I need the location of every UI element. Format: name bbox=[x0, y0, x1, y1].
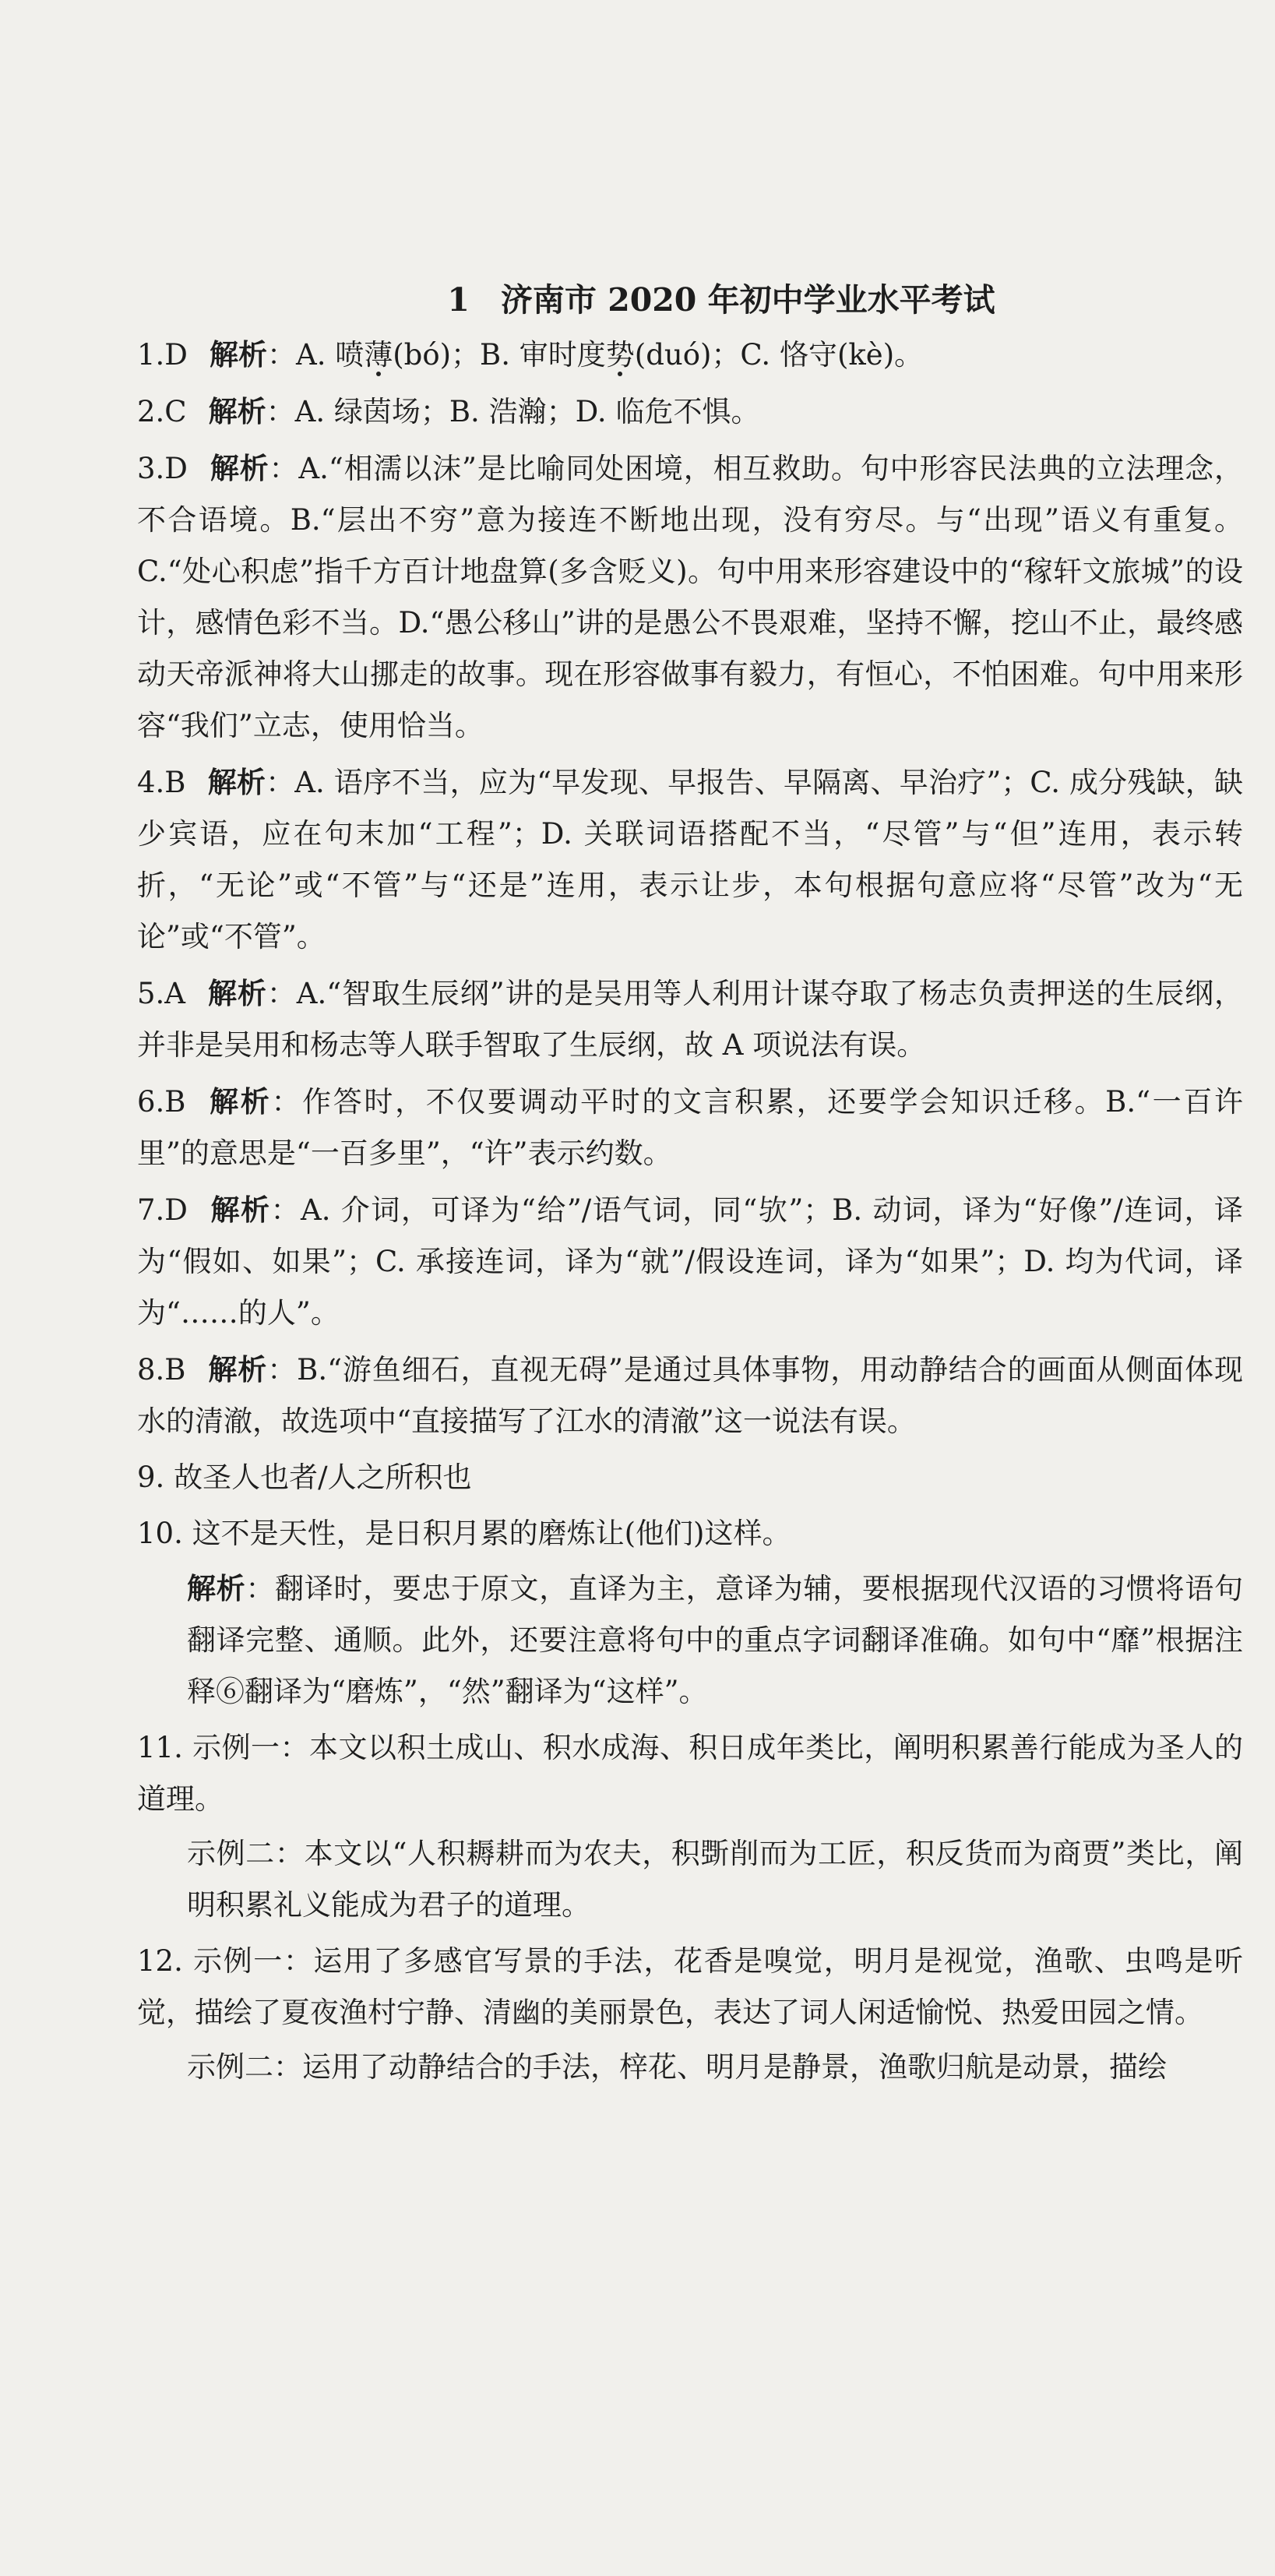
answer-5: 5.A 解析：A.“智取生辰纲”讲的是吴用等人利用计谋夺取了杨志负责押送的生辰纲，并非是吴用和杨志等人联手智取了生辰纲，故 A 项说法有误。 bbox=[137, 976, 1244, 1062]
answer-2: 2.C 解析：A. 绿茵场；B. 浩瀚；D. 临危不惧。 bbox=[137, 394, 760, 428]
answer-1: 1.D 解析：A. 喷薄(bó)；B. 审时度势(duó)；C. 恪守(kè)。 bbox=[137, 337, 924, 372]
answer-10-analysis: 解析：翻译时，要忠于原文，直译为主，意译为辅，要根据现代汉语的习惯将语句翻译完整、通顺。此外，还要注意将句中的重点字词翻译准确。如句中“靡”根据注释⑥翻译为“磨炼”，“然”翻译为“这样”。 bbox=[187, 1571, 1244, 1708]
answer-6: 6.B 解析：作答时，不仅要调动平时的文言积累，还要学会知识迁移。B.“一百许里”的意思是“一百多里”，“许”表示约数。 bbox=[137, 1084, 1243, 1170]
answer-8: 8.B 解析：B.“游鱼细石，直视无碍”是通过具体事物，用动静结合的画面从侧面体现水的清澈，故选项中“直接描写了江水的清澈”这一说法有误。 bbox=[137, 1352, 1243, 1438]
answer-7: 7.D 解析：A. 介词，可译为“给”/语气词，同“欤”；B. 动词，译为“好像”/连词，译为“假如、如果”；C. 承接连词，译为“就”/假设连词，译为“如果”；D. 均为代词，译为“……的人”。 bbox=[137, 1193, 1243, 1330]
answer-11-example-1: 11. 示例一：本文以积土成山、积水成海、积日成年类比，阐明积累善行能成为圣人的道理。 bbox=[137, 1731, 1243, 1816]
page-title: 1 济南市 2020 年初中学业水平考试 bbox=[447, 281, 995, 319]
answer-page bbox=[137, 274, 1243, 2098]
answer-3: 3.D 解析：A.“相濡以沫”是比喻同处困境，相互救助。句中形容民法典的立法理念，不合语境。B.“层出不穷”意为接连不断地出现，没有穷尽。与“出现”语义有重复。C.“处心积虑”指千方百计地盘算(多含贬义)。句中用来形容建设中的“稼轩文旅城”的设计，感情色彩不当。D.“愚公移山”讲的是愚公不畏艰难，坚持不懈，挖山不止，最终感动天帝派神将大山挪走的故事。现在形容做事有毅力，有恒心，不怕困难。句中用来形容“我们”立志，使用恰当。 bbox=[137, 451, 1244, 742]
answer-12-example-2: 示例二：运用了动静结合的手法，梓花、明月是静景，渔歌归航是动景，描绘 bbox=[187, 2050, 1167, 2084]
answer-9: 9. 故圣人也者/人之所积也 bbox=[137, 1461, 472, 1494]
answer-11-example-2: 示例二：本文以“人积耨耕而为农夫，积斲削而为工匠，积反货而为商贾”类比，阐明积累礼义能成为君子的道理。 bbox=[187, 1837, 1243, 1922]
answer-4: 4.B 解析：A. 语序不当，应为“早发现、早报告、早隔离、早治疗”；C. 成分残缺，缺少宾语，应在句末加“工程”；D. 关联词语搭配不当，“尽管”与“但”连用，表示转折，“无论”或“不管”与“还是”连用，表示让步，本句根据句意应将“尽管”改为“无论”或“不管”。 bbox=[137, 765, 1243, 953]
answer-10: 10. 这不是天性，是日积月累的磨炼让(他们)这样。 bbox=[137, 1517, 791, 1550]
answer-12-example-1: 12. 示例一：运用了多感官写景的手法，花香是嗅觉，明月是视觉，渔歌、虫鸣是听觉，描绘了夏夜渔村宁静、清幽的美丽景色，表达了词人闲适愉悦、热爱田园之情。 bbox=[137, 1944, 1243, 2029]
